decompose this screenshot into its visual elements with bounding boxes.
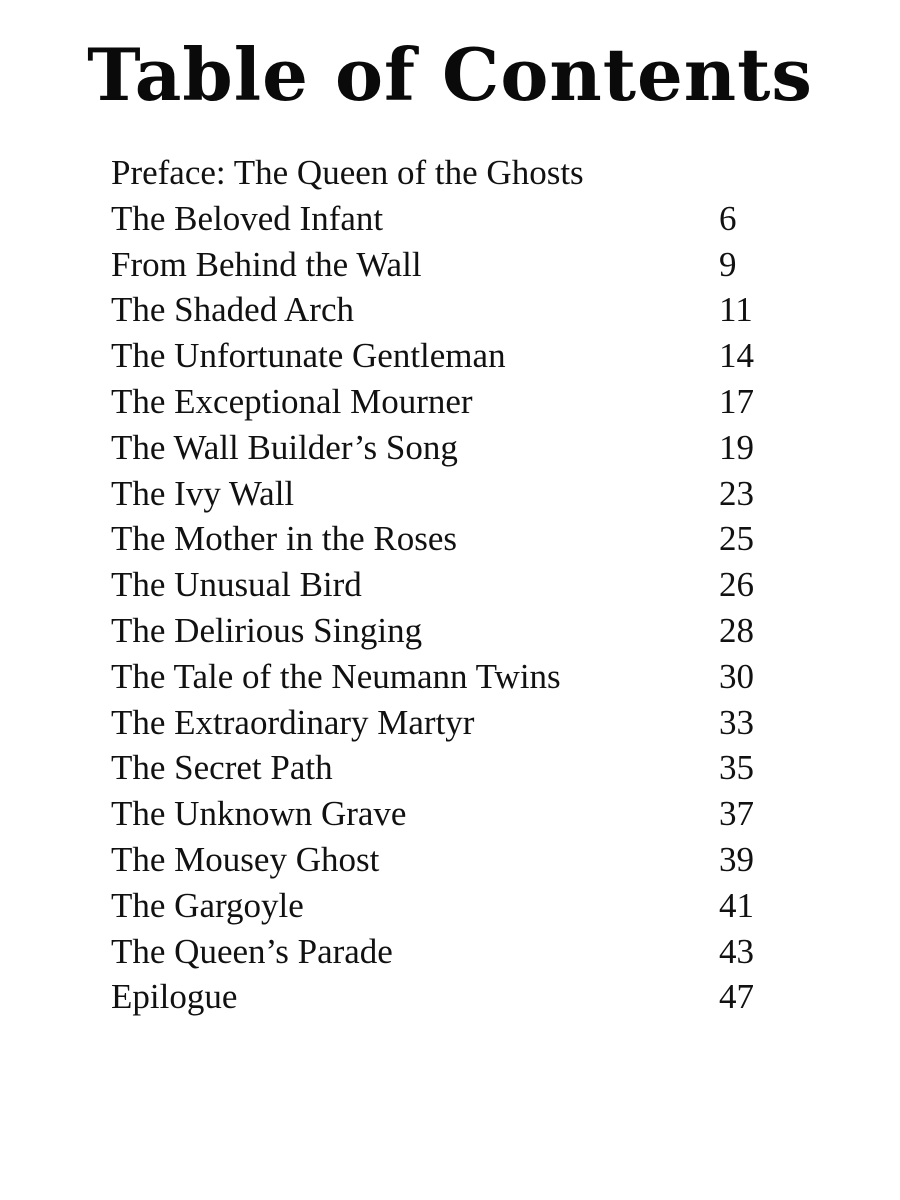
toc-entry bbox=[111, 379, 771, 425]
toc-entry-title: Preface: The Queen of the Ghosts bbox=[111, 153, 584, 192]
toc-entry-page: 25 bbox=[719, 519, 754, 559]
toc-entry-title: The Secret Path bbox=[111, 748, 333, 788]
toc-entry bbox=[111, 471, 771, 517]
toc-entry bbox=[111, 516, 771, 562]
toc-entry bbox=[111, 654, 771, 700]
toc-entry-page: 9 bbox=[719, 244, 737, 284]
toc-entry-page: 39 bbox=[719, 839, 754, 879]
toc-entry-title: Epilogue bbox=[111, 977, 238, 1017]
toc-entry-page: 47 bbox=[719, 977, 754, 1017]
toc-entry bbox=[111, 333, 771, 379]
toc-entry bbox=[111, 150, 771, 196]
toc-entry bbox=[111, 837, 771, 883]
toc-entry-page: 43 bbox=[719, 931, 754, 971]
toc-entry-title: The Mother in the Roses bbox=[111, 519, 458, 559]
toc-entry-page: 33 bbox=[719, 702, 754, 742]
toc-entry-title: The Shaded Arch bbox=[111, 290, 354, 330]
toc-entry-title: The Queen’s Parade bbox=[111, 931, 393, 971]
toc-entry bbox=[111, 242, 771, 288]
toc-entry-page: 30 bbox=[719, 656, 754, 696]
toc-entry-title: The Ivy Wall bbox=[111, 473, 295, 513]
toc-entry bbox=[111, 700, 771, 746]
table-of-contents bbox=[111, 150, 771, 1020]
toc-entry-page: 14 bbox=[719, 336, 754, 376]
toc-entry bbox=[111, 929, 771, 975]
toc-entry bbox=[111, 196, 771, 242]
toc-entry bbox=[111, 791, 771, 837]
toc-entry-page: 6 bbox=[719, 198, 737, 238]
toc-entry-title: The Delirious Singing bbox=[111, 610, 423, 650]
toc-entry bbox=[111, 745, 771, 791]
page-title: Table of Contents bbox=[87, 32, 813, 117]
toc-entry bbox=[111, 974, 771, 1020]
toc-entry bbox=[111, 608, 771, 654]
toc-entry-title: The Tale of the Neumann Twins bbox=[111, 656, 561, 696]
toc-entry-page: 41 bbox=[719, 885, 754, 925]
toc-entry-page: 26 bbox=[719, 565, 754, 605]
toc-entry-page: 35 bbox=[719, 748, 754, 788]
toc-entry bbox=[111, 425, 771, 471]
toc-entry-page: 23 bbox=[719, 473, 754, 513]
toc-entry bbox=[111, 562, 771, 608]
toc-entry-title: The Beloved Infant bbox=[111, 198, 384, 238]
toc-entry-page: 28 bbox=[719, 610, 754, 650]
toc-entry-title: From Behind the Wall bbox=[111, 244, 422, 284]
toc-entry-title: The Unfortunate Gentleman bbox=[111, 336, 506, 376]
toc-entry-page: 17 bbox=[719, 381, 754, 421]
toc-entry-page: 37 bbox=[719, 794, 754, 834]
toc-entry bbox=[111, 287, 771, 333]
toc-entry-title: The Wall Builder’s Song bbox=[111, 427, 458, 467]
toc-entry-title: The Exceptional Mourner bbox=[111, 381, 473, 421]
toc-entry-title: The Unknown Grave bbox=[111, 794, 407, 834]
toc-entry-page: 19 bbox=[719, 427, 754, 467]
toc-entry bbox=[111, 883, 771, 929]
toc-entry-title: The Mousey Ghost bbox=[111, 839, 380, 879]
toc-entry-page: 11 bbox=[719, 290, 753, 330]
toc-entry-title: The Unusual Bird bbox=[111, 565, 362, 605]
toc-entry-title: The Gargoyle bbox=[111, 885, 304, 925]
toc-entry-title: The Extraordinary Martyr bbox=[111, 702, 475, 742]
